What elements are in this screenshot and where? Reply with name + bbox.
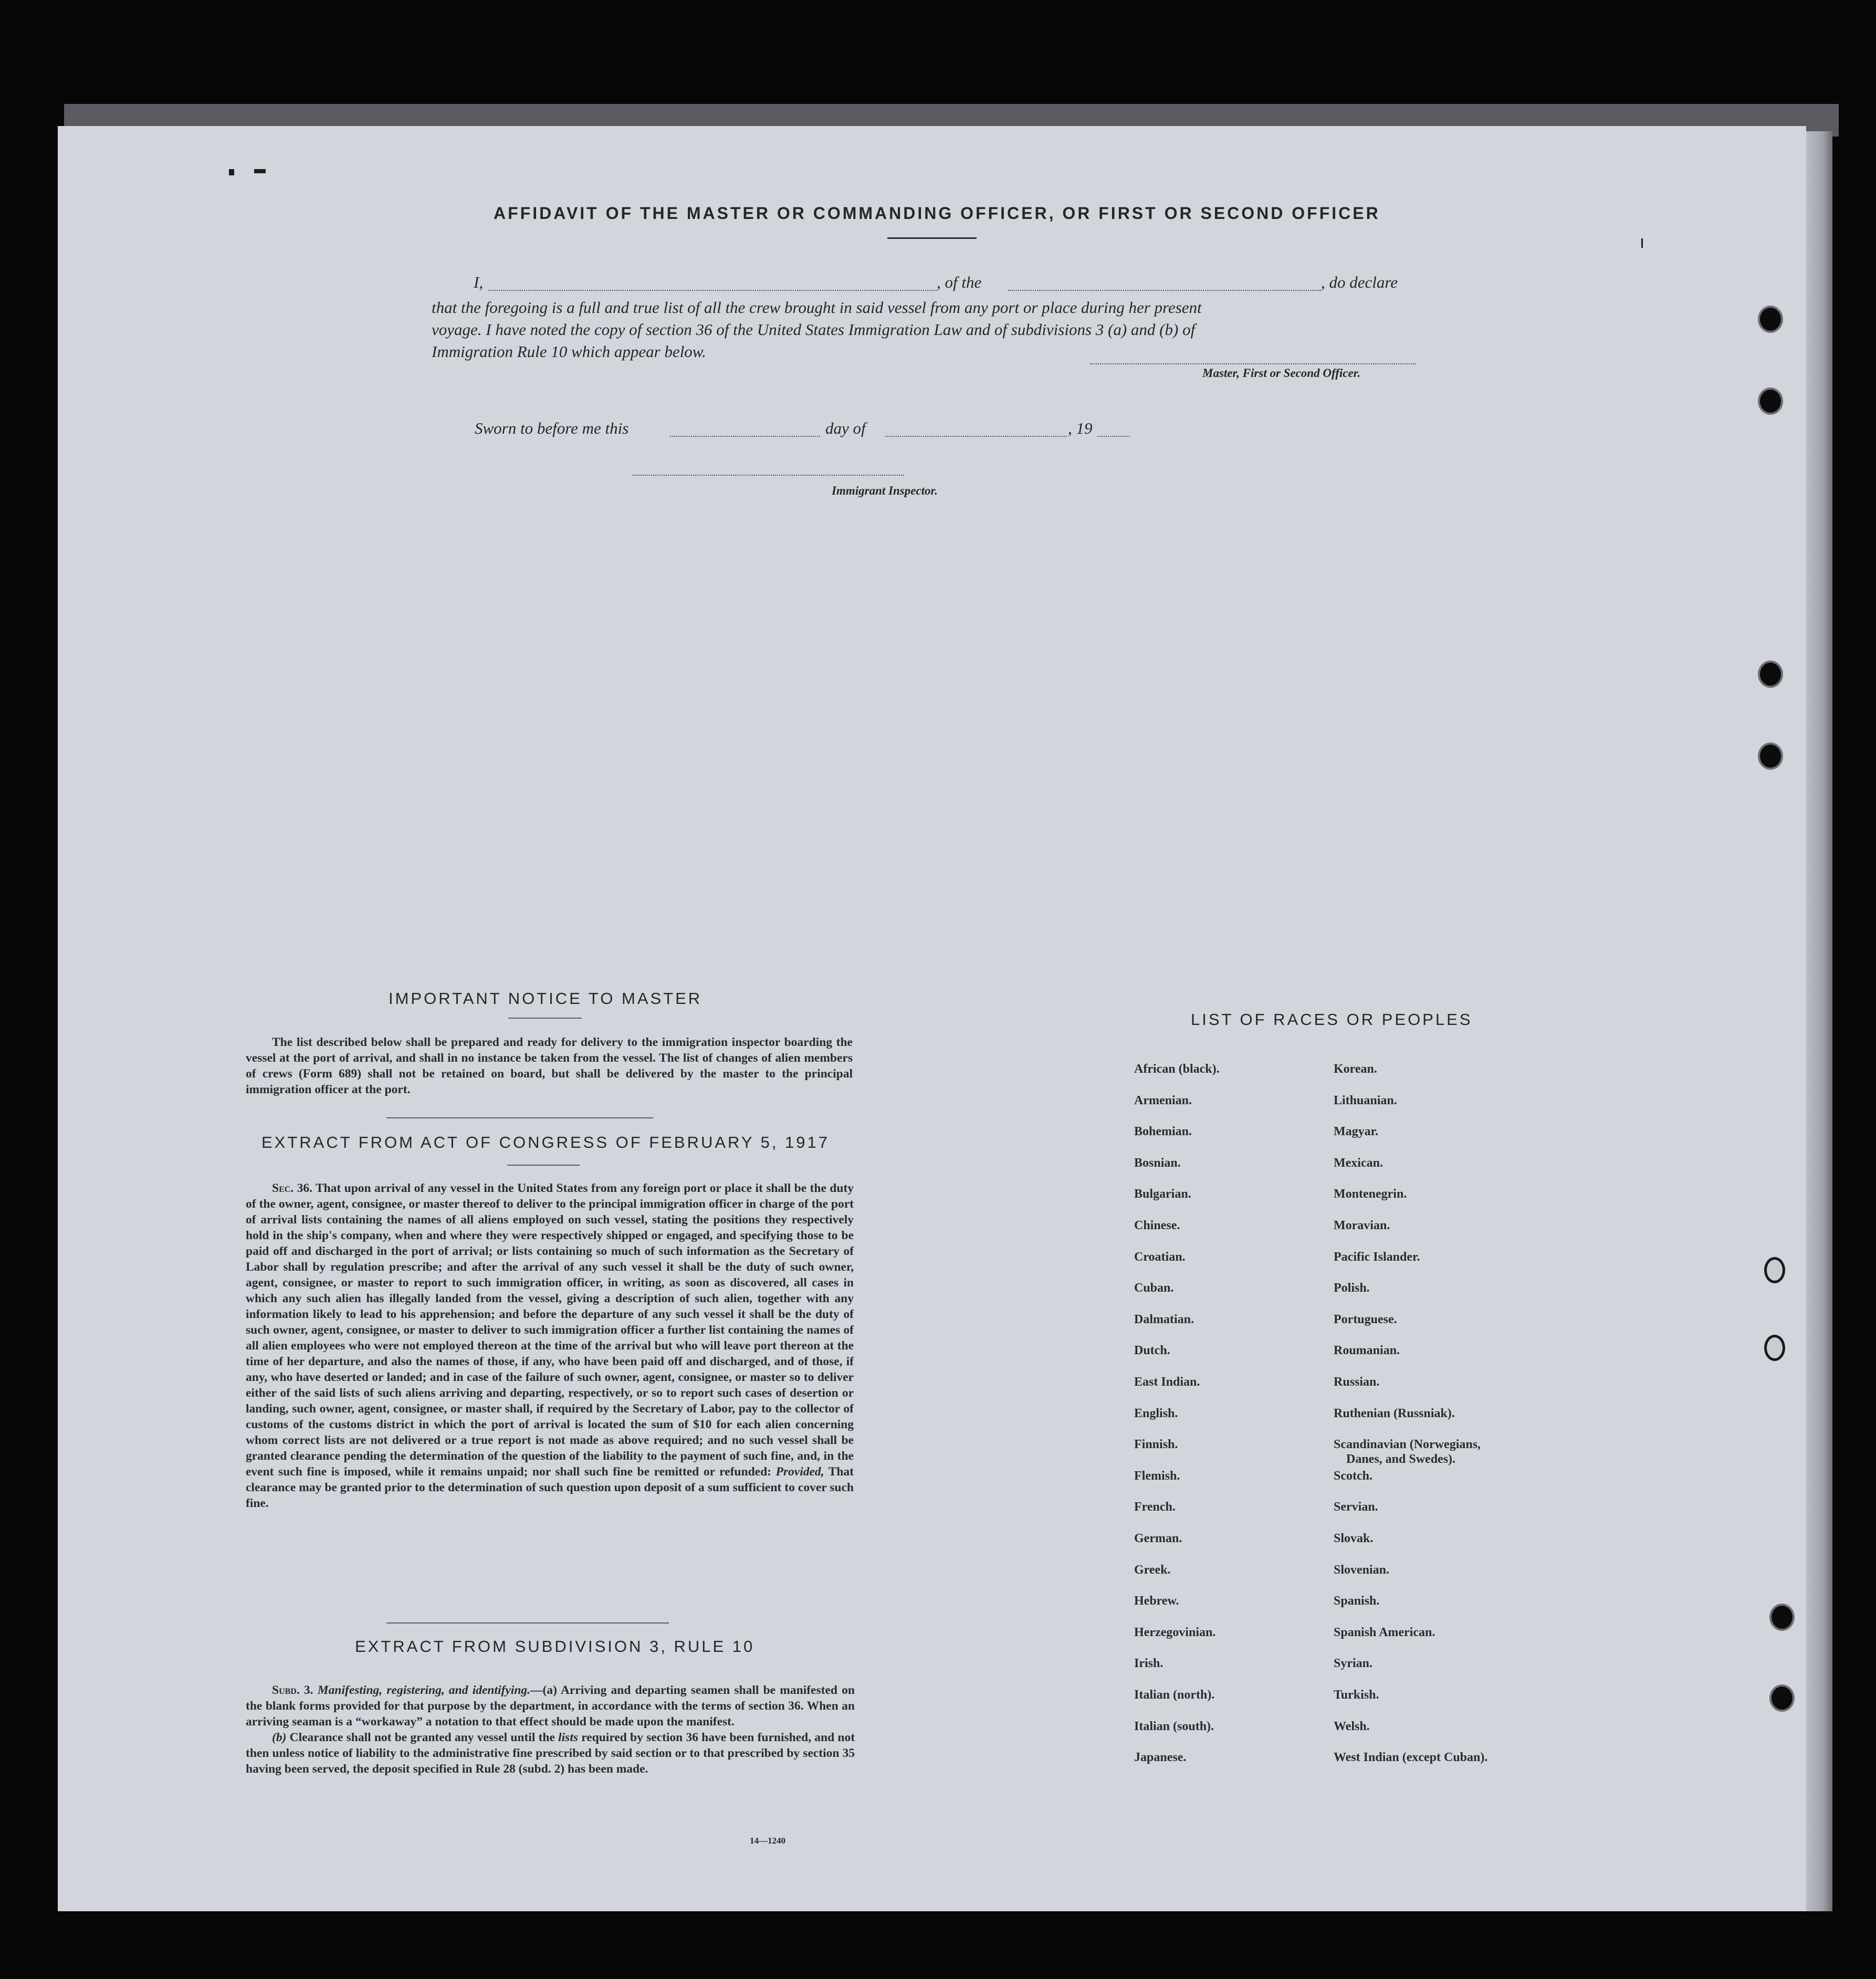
race-item: Bosnian. [1134,1156,1181,1170]
race-item: Syrian. [1334,1657,1373,1671]
race-item: Magyar. [1334,1125,1379,1139]
race-item: Hebrew. [1134,1594,1179,1608]
races-title: LIST OF RACES OR PEOPLES [1191,1010,1473,1029]
rule-b-lists: lists [558,1731,579,1744]
title-underline [887,237,977,239]
sworn-start: Sworn to before me this [475,419,629,437]
punch-hole [1772,1606,1793,1629]
blank-year-line[interactable] [1097,436,1130,437]
rule-text [246,1682,855,1777]
race-item: Japanese. [1134,1751,1187,1765]
race-item: Flemish. [1134,1469,1180,1483]
race-item: Moravian. [1334,1219,1390,1232]
race-item: German. [1134,1532,1182,1545]
race-item: Bohemian. [1134,1125,1192,1139]
race-item: Armenian. [1134,1093,1192,1107]
race-item: Irish. [1134,1657,1164,1671]
race-item: Croatian. [1134,1250,1186,1264]
race-item: Polish. [1334,1281,1370,1295]
notice-paragraph: The list described below shall be prepared and ready for delivery to the immigration inspector boarding the vessel at the port of arrival, and shall in no instance be taken from the vessel. The list of changes of alien members of crews (Form 689) shall not be retained on board, but shall be delivered by the master to the principal immigration officer at the port. [246,1035,853,1096]
race-item: East Indian. [1134,1375,1200,1389]
scuff-mark [229,169,234,175]
rule-b-label: (b) [272,1731,287,1744]
race-item: Italian (south). [1134,1719,1214,1733]
affidavit-line1-end: , do declare [1321,273,1398,291]
race-item: Dutch. [1134,1344,1170,1358]
race-item: Pacific Islander. [1334,1250,1420,1264]
signature-line[interactable] [1090,363,1416,364]
punch-hole [1760,663,1781,686]
race-item: Turkish. [1334,1688,1379,1702]
notice-title-underline [508,1018,582,1019]
scuff-mark [1641,238,1643,248]
affidavit-line4: Immigration Rule 10 which appear below. [432,342,706,361]
inspector-signature-line[interactable] [632,475,904,476]
race-item: Spanish. [1334,1594,1380,1608]
race-item: Greek. [1134,1563,1171,1577]
race-item: Korean. [1334,1062,1377,1076]
rule-a-text: Arriving and departing seamen shall be manifested on the blank forms provided for that purpose by the department, in accordance with the terms of section 36. When an arriving seaman is a “workaway” a notation to that effect should be made upon the manifest. [246,1683,855,1729]
section-divider [386,1117,653,1118]
punch-hole [1772,1687,1793,1710]
act-proviso-label: Provided, [775,1465,824,1479]
sworn-mid: day of [825,419,866,437]
rule-paragraph-a [246,1682,855,1730]
race-item: Ruthenian (Russniak). [1334,1406,1455,1420]
rule-paragraph-b [246,1730,855,1777]
race-item: Spanish American. [1334,1625,1435,1639]
signature-label: Master, First or Second Officer. [1202,367,1361,380]
document-page [58,126,1806,1911]
race-item: Portuguese. [1334,1312,1397,1326]
race-item: Mexican. [1334,1156,1383,1170]
rule-b-text-2: required by section 36 have been furnished, and not then unless notice of liability to the administrative fine prescribed by said section or to that prescribed by section 35 having been served, the deposit specified in Rule 28 (subd. 2) has been made. [246,1731,855,1776]
race-item: Dalmatian. [1134,1312,1194,1326]
act-title: EXTRACT FROM ACT OF CONGRESS OF FEBRUARY 5, 1917 [261,1133,830,1151]
affidavit-line2: that the foregoing is a full and true list of all the crew brought in said vessel from any port or place during her present [432,298,1202,317]
rule-b-text-1: Clearance shall not be granted any vessel until the [289,1731,555,1744]
punch-hole [1760,308,1781,331]
act-title-underline [507,1165,580,1166]
section-divider [386,1622,669,1624]
race-item: Russian. [1334,1375,1380,1389]
sworn-year: , 19 [1068,419,1093,437]
race-item: Montenegrin. [1334,1187,1407,1201]
punch-hole [1760,390,1781,413]
race-item: Herzegovinian. [1134,1625,1216,1639]
race-item: Cuban. [1134,1281,1174,1295]
race-item: Slovenian. [1334,1563,1390,1577]
race-item: West Indian (except Cuban). [1334,1751,1488,1765]
race-item: Welsh. [1334,1719,1370,1733]
affidavit-line3: voyage. I have noted the copy of section 36 of the United States Immigration Law and of subdivisions 3 (a) and (b) of [432,320,1196,339]
race-item: Servian. [1334,1500,1378,1514]
inspector-label: Immigrant Inspector. [832,484,938,497]
blank-vessel-line[interactable] [1008,290,1321,291]
blank-name-line[interactable] [488,290,937,291]
affidavit-title: AFFIDAVIT OF THE MASTER OR COMMANDING OFFICER, OR FIRST OR SECOND OFFICER [494,204,1380,223]
race-item: Italian (north). [1134,1688,1215,1702]
notice-title: IMPORTANT NOTICE TO MASTER [389,989,703,1008]
scuff-mark [254,169,266,173]
act-sec-label: Sec. 36. [272,1181,312,1195]
act-proviso: That clearance may be granted prior to the determination of such question upon deposit of a sum sufficient to cover such fine. [246,1465,854,1510]
affidavit-line1-mid: , of the [937,273,982,291]
race-item: French. [1134,1500,1176,1514]
race-item: English. [1134,1406,1178,1420]
rule-title: EXTRACT FROM SUBDIVISION 3, RULE 10 [355,1637,755,1656]
race-item: Lithuanian. [1334,1093,1397,1107]
rule-subd-heading: Manifesting, registering, and identifying. [317,1683,531,1697]
race-item: Finnish. [1134,1438,1178,1452]
race-item: Scotch. [1334,1469,1372,1483]
notice-text [246,1034,853,1097]
race-item: Chinese. [1134,1219,1180,1232]
rule-a-label: —(a) [530,1683,557,1697]
affidavit-line1-start: I, [474,273,484,291]
form-number: 14—1240 [750,1836,785,1846]
race-item: Scandinavian (Norwegians, Danes, and Swedes). [1334,1438,1481,1467]
punch-hole [1764,1335,1785,1361]
race-item: African (black). [1134,1062,1220,1076]
race-item: Bulgarian. [1134,1187,1191,1201]
rule-subd-label: Subd. 3. [272,1683,313,1697]
act-text [246,1180,854,1511]
punch-hole [1764,1257,1785,1283]
race-item: Slovak. [1334,1532,1374,1545]
act-paragraph [246,1180,854,1511]
blank-month-line[interactable] [885,436,1067,437]
punch-hole [1760,745,1781,768]
blank-day-line[interactable] [670,436,820,437]
race-item: Roumanian. [1334,1344,1400,1358]
act-body: That upon arrival of any vessel in the United States from any foreign port or place it shall be the duty of the owner, agent, consignee, or master thereof to deliver to the principal immigration officer in charge of the port of arrival lists containing the names of all aliens employed on such vessel, stating the positions they respectively hold in the ship's company, when and where they were respectively shipped or engaged, and specifying those to be paid off and discharged in the port of arrival; or lists containing so much of such information as the Secretary of Labor shall by regulation prescribe; and after the arrival of any such vessel it shall be the duty of such owner, agent, consignee, or master to report to such immigration officer, in writing, as soon as discovered, all cases in which any such alien has illegally landed from the vessel, giving a description of such alien, together with any information likely to lead to his apprehension; and before the departure of any such vessel it shall be the duty of such owner, agent, consignee, or master to deliver to such immigration officer a further list containing the names of all alien employees who were not employed thereon at the time of the arrival but who will leave port thereon at the time of her departure, and also the names of those, if any, who have been paid off and discharged, and of those, if any, who have deserted or landed; and in case of the failure of such owner, agent, consignee, or master so to deliver either of the said lists of such aliens arriving and departing, respectively, or so to report such cases of desertion or landing, such owner, agent, consignee, or master shall, if required by the Secretary of Labor, pay to the collector of customs of the customs district in which the port of arrival is located the sum of $10 for each alien concerning whom correct lists are not delivered or a true report is not made as above required; and no such vessel shall be granted clearance pending the determination of the question of the liability to the payment of such fine, and, in the event such fine is imposed, while it remains unpaid; nor shall such fine be remitted or refunded: [246,1181,854,1479]
